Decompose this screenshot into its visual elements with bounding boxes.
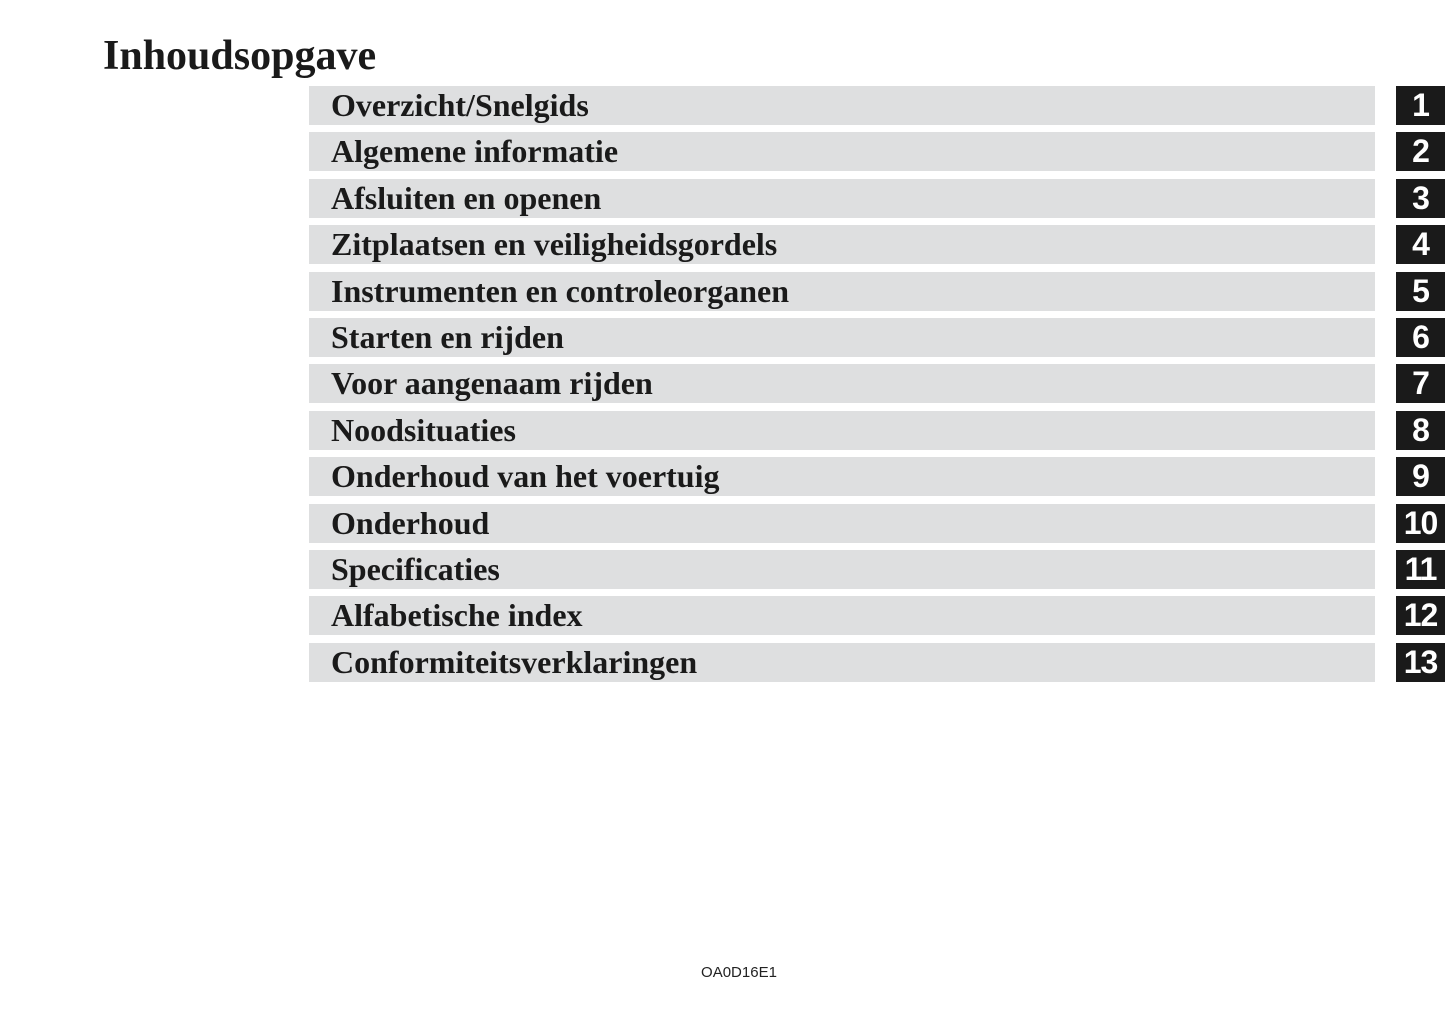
- toc-item-conformiteitsverklaringen[interactable]: [309, 643, 1445, 682]
- toc-item-label: Instrumenten en controleorganen: [309, 272, 1375, 311]
- page-title: Inhoudsopgave: [103, 33, 377, 79]
- toc-item-voor-aangenaam-rijden[interactable]: [309, 364, 1445, 403]
- chapter-tab-number[interactable]: 11: [1396, 550, 1445, 589]
- toc-item-onderhoud-van-het-voertuig[interactable]: [309, 457, 1445, 496]
- toc-item-label: Specificaties: [309, 550, 1375, 589]
- toc-item-label: Conformiteitsverklaringen: [309, 643, 1375, 682]
- toc-item-label: Alfabetische index: [309, 596, 1375, 635]
- document-code: OA0D16E1: [701, 964, 777, 981]
- toc-item-instrumenten-en-controleorganen[interactable]: [309, 272, 1445, 311]
- toc-item-afsluiten-en-openen[interactable]: [309, 179, 1445, 218]
- chapter-tab-number[interactable]: 7: [1396, 364, 1445, 403]
- toc-item-alfabetische-index[interactable]: [309, 596, 1445, 635]
- table-of-contents: [309, 86, 1445, 689]
- chapter-tab-number[interactable]: 6: [1396, 318, 1445, 357]
- toc-item-noodsituaties[interactable]: [309, 411, 1445, 450]
- toc-item-label: Onderhoud: [309, 504, 1375, 543]
- chapter-tab-number[interactable]: 10: [1396, 504, 1445, 543]
- toc-item-label: Zitplaatsen en veiligheidsgordels: [309, 225, 1375, 264]
- chapter-tab-number[interactable]: 8: [1396, 411, 1445, 450]
- toc-item-zitplaatsen-en-veiligheidsgordels[interactable]: [309, 225, 1445, 264]
- chapter-tab-number[interactable]: 12: [1396, 596, 1445, 635]
- toc-item-label: Overzicht/Snelgids: [309, 86, 1375, 125]
- chapter-tab-number[interactable]: 1: [1396, 86, 1445, 125]
- toc-item-label: Starten en rijden: [309, 318, 1375, 357]
- chapter-tab-number[interactable]: 5: [1396, 272, 1445, 311]
- toc-item-label: Voor aangenaam rijden: [309, 364, 1375, 403]
- chapter-tab-number[interactable]: 2: [1396, 132, 1445, 171]
- toc-item-label: Noodsituaties: [309, 411, 1375, 450]
- chapter-tab-number[interactable]: 9: [1396, 457, 1445, 496]
- chapter-tab-number[interactable]: 13: [1396, 643, 1445, 682]
- chapter-tab-number[interactable]: 4: [1396, 225, 1445, 264]
- toc-item-overzicht-snelgids[interactable]: [309, 86, 1445, 125]
- toc-item-onderhoud[interactable]: [309, 504, 1445, 543]
- toc-item-starten-en-rijden[interactable]: [309, 318, 1445, 357]
- toc-item-label: Afsluiten en openen: [309, 179, 1375, 218]
- toc-item-label: Algemene informatie: [309, 132, 1375, 171]
- chapter-tab-number[interactable]: 3: [1396, 179, 1445, 218]
- toc-item-label: Onderhoud van het voertuig: [309, 457, 1375, 496]
- toc-item-algemene-informatie[interactable]: [309, 132, 1445, 171]
- toc-item-specificaties[interactable]: [309, 550, 1445, 589]
